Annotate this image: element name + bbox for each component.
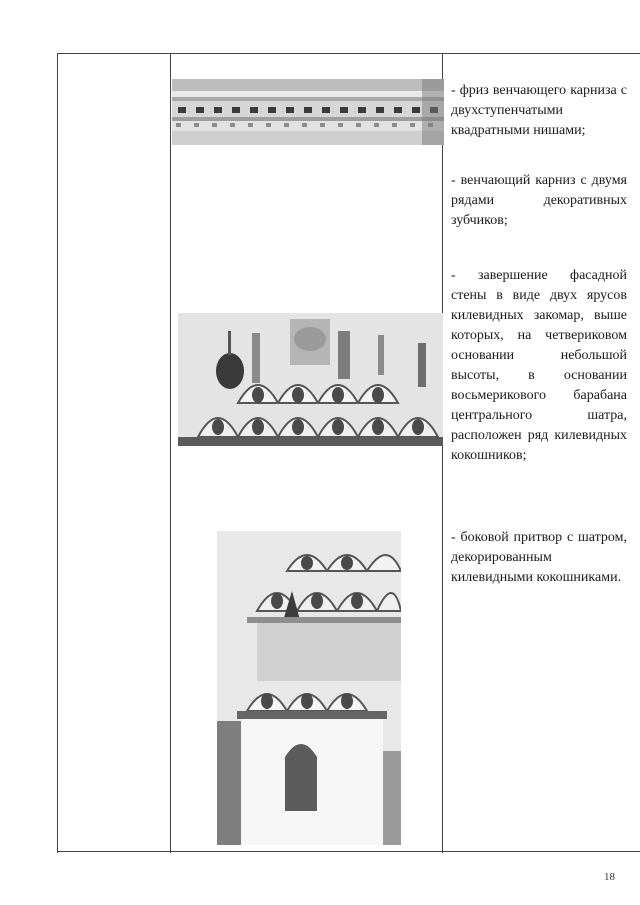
column-divider-1 <box>170 53 171 853</box>
cornice-frieze-photo <box>172 79 444 145</box>
zakomary-kokoshniks-text: - завершение фасадной стены в виде двух ярусов килевидных закомар, выше которых, на четвериковом основании небольшой высоты, в основании восьмерикового барабана центрального шатра, расположен ряд килевидных кокошников; <box>451 268 627 463</box>
table-bottom-border <box>57 851 640 852</box>
column-divider-2 <box>442 53 443 853</box>
page-number: 18 <box>604 871 615 883</box>
zakomary-kokoshniks-photo <box>178 313 443 446</box>
cornice-frieze-text: - фриз венчающего карниза с двухступенчатыми квадратными нишами; <box>451 83 627 138</box>
table-left-border <box>57 53 58 853</box>
cornice-dentils-text: - венчающий карниз с двумя рядами декоративных зубчиков; <box>451 173 627 228</box>
side-porch-photo <box>217 531 401 845</box>
table-top-border <box>57 53 640 54</box>
side-porch-text: - боковой притвор с шатром, декорированным килевидными кокошниками. <box>451 530 627 585</box>
